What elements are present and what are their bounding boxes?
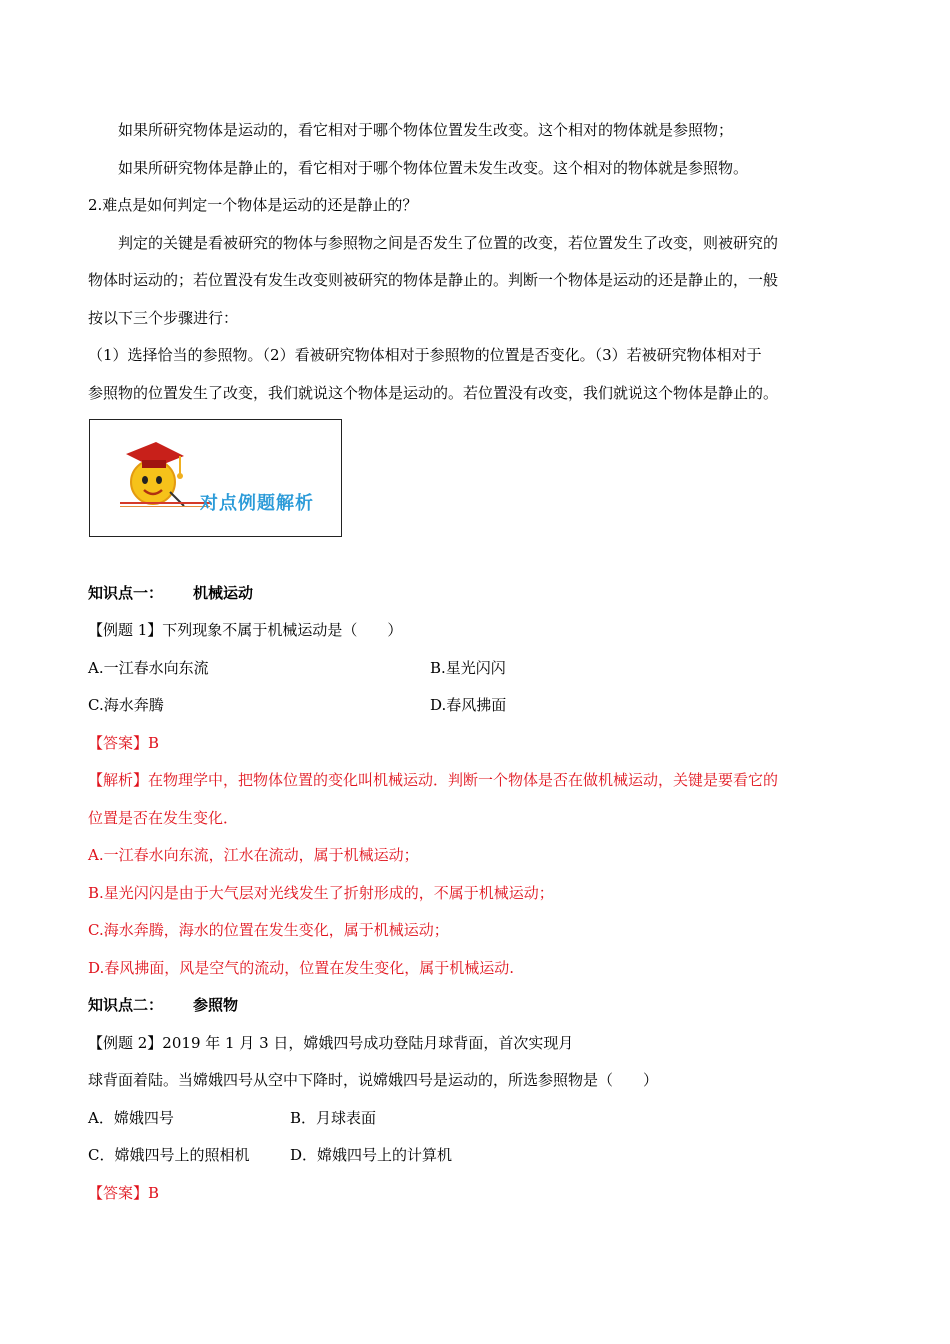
kp2-label: 知识点二：	[88, 996, 164, 1014]
example-1-analysis-line: A.一江春水向东流，江水在流动，属于机械运动；	[88, 846, 419, 864]
example-2-question-line-1: 【例题 2】2019 年 1 月 3 日，嫦娥四号成功登陆月球背面，首次实现月	[88, 1034, 574, 1052]
example-2-answer: 【答案】B	[88, 1184, 160, 1202]
intro-line-2: 如果所研究物体是静止的，看它相对于哪个物体位置未发生改变。这个相对的物体就是参照物。	[118, 159, 749, 177]
example-1-analysis-line: 位置是否在发生变化．	[88, 809, 239, 827]
difficulty-heading: 2.难点是如何判定一个物体是运动的还是静止的？	[88, 196, 418, 214]
example-1-option-c: C.海水奔腾	[88, 696, 164, 714]
banner-title: 对点例题解析	[200, 493, 314, 514]
paragraph-line-2: 物体时运动的；若位置没有发生改变则被研究的物体是静止的。判断一个物体是运动的还是静止的，一般	[88, 271, 779, 289]
example-1-option-a: A.一江春水向东流	[88, 659, 209, 677]
kp1-label: 知识点一：	[88, 584, 164, 602]
example-1-analysis-line: B.星光闪闪是由于大气层对光线发生了折射形成的，不属于机械运动；	[88, 884, 554, 902]
example-1-answer: 【答案】B	[88, 734, 160, 752]
example-1-option-d: D.春风拂面	[430, 696, 507, 714]
intro-line-1: 如果所研究物体是运动的，看它相对于哪个物体位置发生改变。这个相对的物体就是参照物；	[118, 121, 734, 139]
graduate-mascot-icon	[118, 430, 188, 510]
knowledge-point-2-heading	[88, 995, 238, 1015]
paragraph-line-4: （1）选择恰当的参照物。（2）看被研究物体相对于参照物的位置是否变化。（3）若被研究物体相对于	[88, 346, 762, 364]
example-2-question-line-2: 球背面着陆。当嫦娥四号从空中下降时，说嫦娥四号是运动的，所选参照物是（ ）	[88, 1071, 659, 1089]
example-1-analysis-line: 【解析】在物理学中，把物体位置的变化叫机械运动．判断一个物体是否在做机械运动，关键是要看它的	[88, 771, 779, 789]
kp1-name: 机械运动	[193, 584, 254, 602]
kp2-name: 参照物	[193, 996, 239, 1014]
example-1-question: 【例题 1】下列现象不属于机械运动是（ ）	[88, 621, 403, 639]
example-1-option-b: B.星光闪闪	[430, 659, 506, 677]
example-2-option-c: C．嫦娥四号上的照相机	[88, 1146, 250, 1164]
paragraph-line-3: 按以下三个步骤进行：	[88, 309, 239, 327]
example-analysis-banner	[89, 419, 342, 537]
example-2-option-b: B．月球表面	[290, 1109, 377, 1127]
knowledge-point-1-heading	[88, 583, 253, 603]
example-2-option-a: A．嫦娥四号	[88, 1109, 174, 1127]
example-2-option-d: D．嫦娥四号上的计算机	[290, 1146, 453, 1164]
example-1-analysis-line: C.海水奔腾，海水的位置在发生变化，属于机械运动；	[88, 921, 449, 939]
paragraph-line-5: 参照物的位置发生了改变，我们就说这个物体是运动的。若位置没有改变，我们就说这个物体是静止的。	[88, 384, 779, 402]
paragraph-line-1: 判定的关键是看被研究的物体与参照物之间是否发生了位置的改变，若位置发生了改变，则被研究的	[118, 234, 779, 252]
banner-rule	[120, 502, 210, 504]
banner-rule-shadow	[120, 506, 210, 507]
example-1-analysis-line: D.春风拂面，风是空气的流动，位置在发生变化，属于机械运动.	[88, 959, 515, 977]
